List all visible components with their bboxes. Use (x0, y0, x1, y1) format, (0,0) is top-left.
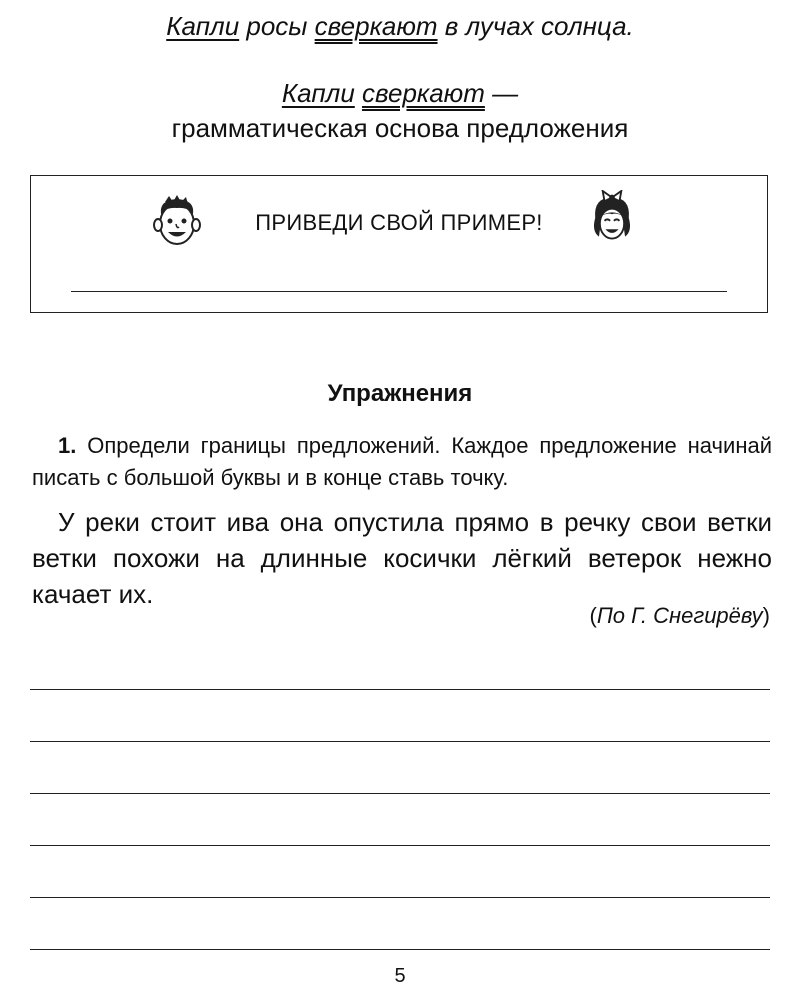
writing-line[interactable] (30, 741, 770, 742)
basis-subject: Капли (281, 78, 355, 108)
writing-line[interactable] (30, 949, 770, 950)
task-number: 1. (58, 433, 77, 458)
task-text: Определи границы предложений. Каждое предложение начинай писать с большой буквы и в конце ставь точку. (32, 433, 772, 490)
writing-line[interactable] (30, 793, 770, 794)
exercises-heading: Упражнения (327, 380, 473, 407)
subject-word: Капли (166, 11, 240, 41)
predicate-word: сверкают (314, 11, 438, 41)
own-example-box (30, 175, 768, 313)
author-name: По Г. Снегирёву (596, 603, 763, 628)
box-title: ПРИВЕДИ СВОЙ ПРИМЕР! (255, 210, 543, 235)
basis-dash: — (484, 78, 519, 108)
sentence-end: в лучах солнца. (437, 11, 634, 41)
answer-line[interactable] (71, 291, 727, 292)
basis-predicate: сверкают (362, 78, 485, 108)
writing-line[interactable] (30, 845, 770, 846)
exercise-paragraph: У реки стоит ива она опустила прямо в речку свои ветки ветки похожи на длинные косички лёгкий ветерок нежно качает их. (32, 507, 772, 609)
example-sentence (0, 11, 800, 42)
grammatical-basis (0, 78, 800, 109)
page-number: 5 (394, 965, 406, 987)
task-instruction (32, 430, 772, 494)
writing-line[interactable] (30, 897, 770, 898)
girl-face-icon (586, 190, 638, 246)
author-attribution: (По Г. Снегирёву) (589, 603, 770, 628)
basis-caption: грамматическая основа предложения (171, 113, 629, 143)
sentence-middle: росы (239, 11, 315, 41)
writing-line[interactable] (30, 689, 770, 690)
